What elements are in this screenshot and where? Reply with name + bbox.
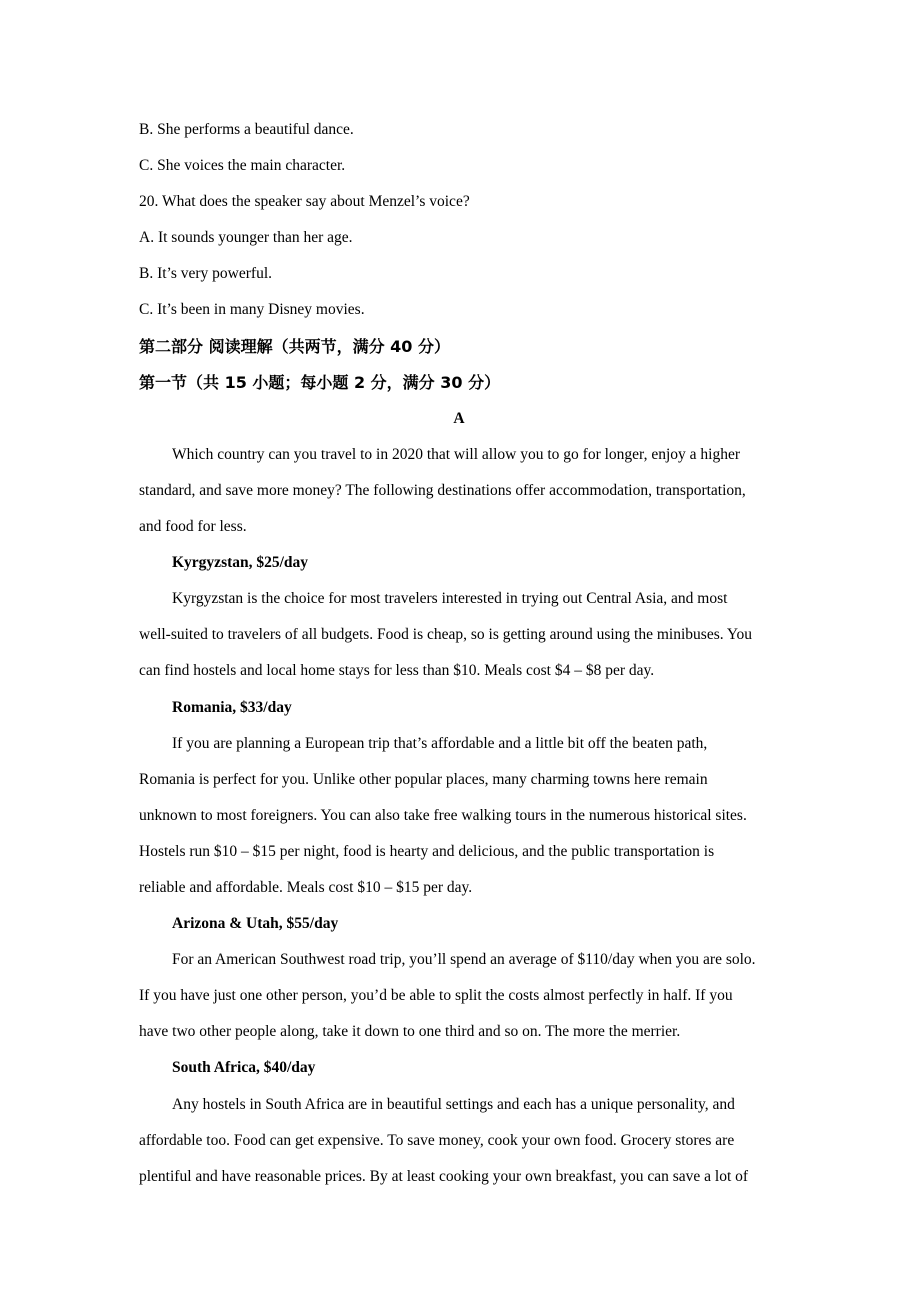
- question-20-option-b: B. It’s very powerful.: [139, 265, 273, 283]
- option-c-q19: C. She voices the main character.: [139, 157, 346, 175]
- paragraph-line: well-suited to travelers of all budgets. Food is cheap, so is getting around using the minibuses. You: [139, 626, 753, 644]
- paragraph-line: If you are planning a European trip that’s affordable and a little bit off the beaten path,: [172, 734, 708, 752]
- document-page: [139, 112, 779, 1195]
- question-20-option-c: C. It’s been in many Disney movies.: [139, 301, 365, 319]
- paragraph-line: reliable and affordable. Meals cost $10 – $15 per day.: [139, 878, 473, 896]
- paragraph-line: unknown to most foreigners. You can also take free walking tours in the numerous historical sites.: [139, 806, 747, 824]
- intro-line: and food for less.: [139, 518, 247, 536]
- passage-label: A: [453, 409, 465, 427]
- option-b-q19: B. She performs a beautiful dance.: [139, 121, 354, 138]
- paragraph-line: can find hostels and local home stays for less than $10. Meals cost $4 – $8 per day.: [139, 662, 655, 680]
- paragraph-line: Kyrgyzstan is the choice for most travelers interested in trying out Central Asia, and most: [172, 590, 728, 608]
- paragraph-line: affordable too. Food can get expensive. To save money, cook your own food. Grocery stores are: [139, 1131, 735, 1149]
- intro-line: standard, and save more money? The following destinations offer accommodation, transportation,: [139, 481, 746, 499]
- paragraph-line: Romania is perfect for you. Unlike other popular places, many charming towns here remain: [139, 770, 708, 788]
- intro-line: Which country can you travel to in 2020 that will allow you to go for longer, enjoy a higher: [172, 445, 741, 463]
- question-20-option-a: A. It sounds younger than her age.: [139, 229, 353, 247]
- paragraph-line: Any hostels in South Africa are in beautiful settings and each has a unique personality, and: [172, 1095, 735, 1113]
- paragraph-line: Hostels run $10 – $15 per night, food is hearty and delicious, and the public transportation is: [139, 842, 715, 860]
- part-two-title: 第二部分 阅读理解（共两节，满分 40 分）: [139, 336, 450, 356]
- paragraph-line: have two other people along, take it down to one third and so on. The more the merrier.: [139, 1023, 681, 1041]
- destination-heading-kyrgyzstan: Kyrgyzstan, $25/day: [172, 554, 309, 572]
- destination-heading-romania: Romania, $33/day: [172, 698, 292, 716]
- section-one-title: 第一节（共 15 小题；每小题 2 分，满分 30 分）: [139, 372, 501, 392]
- paragraph-line: plentiful and have reasonable prices. By at least cooking your own breakfast, you can save a lot of: [139, 1167, 749, 1185]
- paragraph-line: If you have just one other person, you’d be able to split the costs almost perfectly in half. If you: [139, 987, 733, 1005]
- destination-heading-arizona-utah: Arizona & Utah, $55/day: [172, 915, 339, 933]
- paragraph-line: For an American Southwest road trip, you’ll spend an average of $110/day when you are solo.: [172, 951, 756, 969]
- question-20-stem: 20. What does the speaker say about Menzel’s voice?: [139, 193, 470, 211]
- destination-heading-south-africa: South Africa, $40/day: [172, 1059, 316, 1077]
